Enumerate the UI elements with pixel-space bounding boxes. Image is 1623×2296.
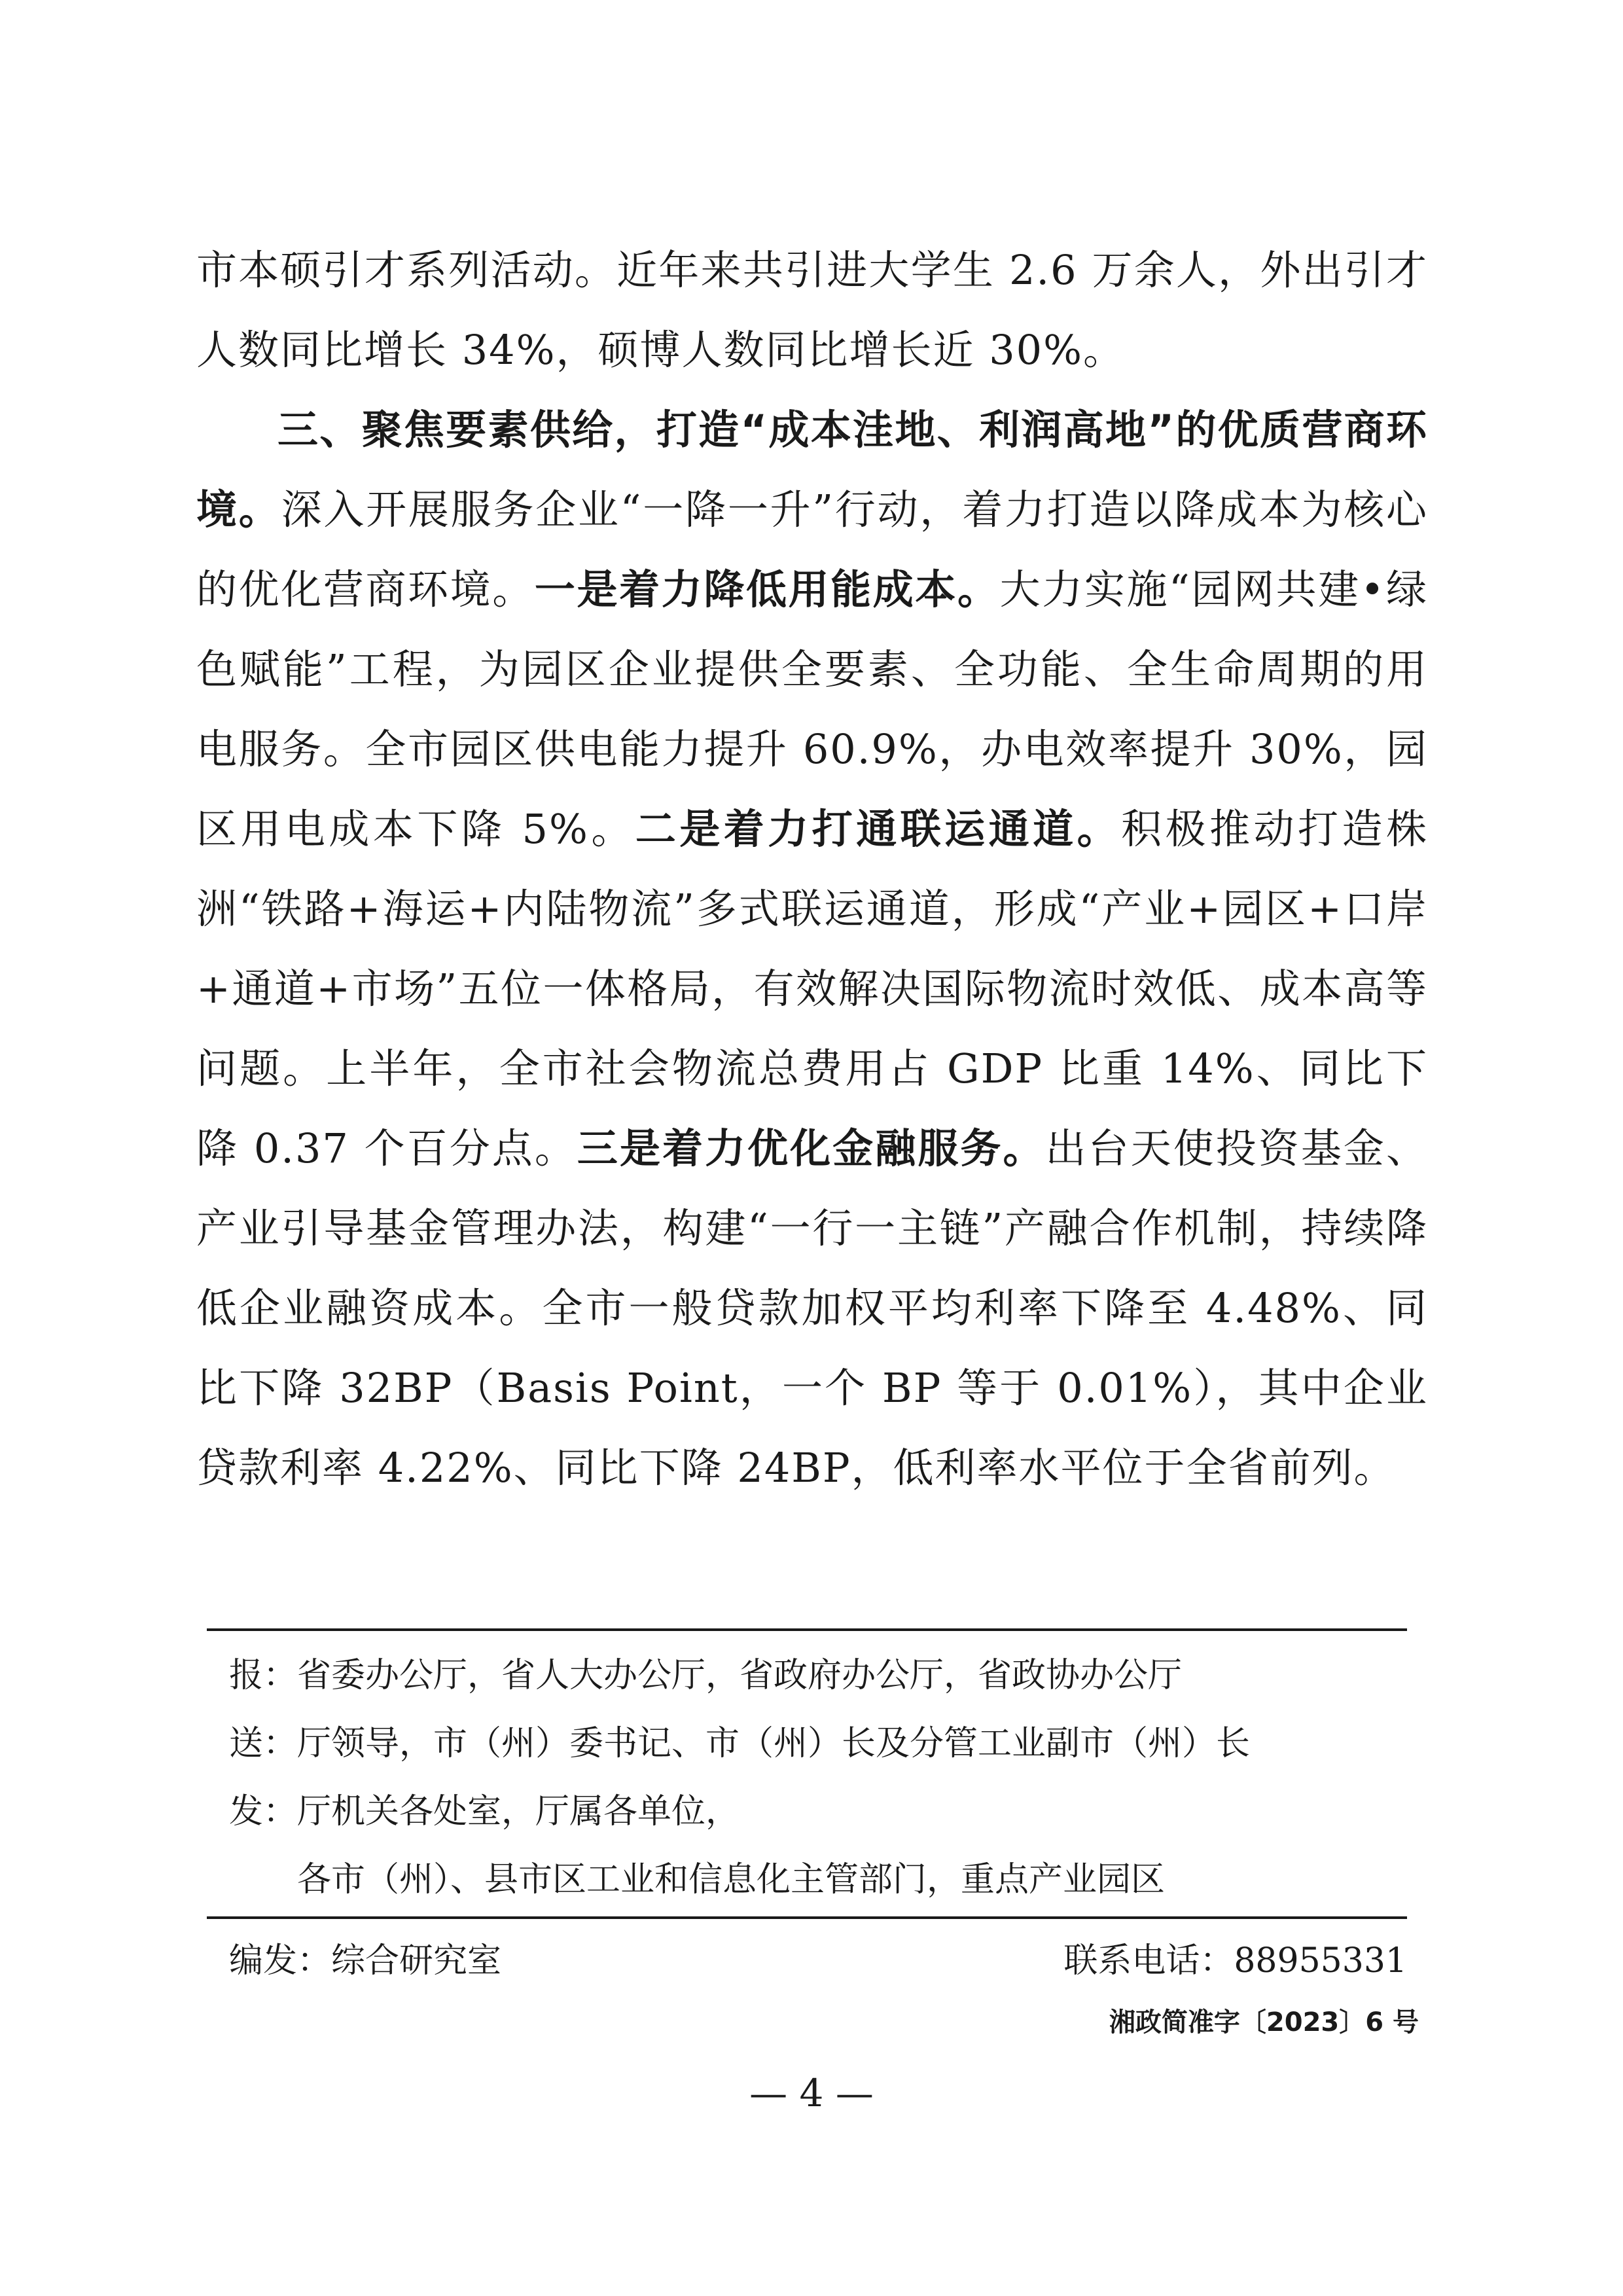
point-two-heading: 二是着力打通联运通道。 xyxy=(635,805,1122,853)
bottom-divider xyxy=(207,1916,1407,1919)
point-three-heading: 三是着力优化金融服务。 xyxy=(577,1124,1046,1172)
editor-label: 编发：综合研究室 xyxy=(229,1941,502,1981)
paragraph-talent: 市本硕引才系列活动。近年来共引进大学生 2.6 万余人，外出引才人数同比增长 34%，硕博人数同比增长近 30%。 xyxy=(196,246,1428,374)
distribution-bao: 报： 省委办公厅，省人大办公厅，省政府办公厅，省政协办公厅 xyxy=(229,1656,1183,1695)
body-text xyxy=(196,230,1428,1508)
distribution-fa: 发： 厅机关各处室，厅属各单位， xyxy=(229,1792,740,1831)
contact-phone: 联系电话：88955331 xyxy=(1063,1941,1407,1981)
distribution-list xyxy=(229,1641,1407,1914)
paragraph-business-environment: 三、聚焦要素供给，打造“成本洼地、利润高地”的优质营商环境。深入开展服务企业“一降一升”行动，着力打造以降成本为核心的优化营商环境。一是着力降低用能成本。大力实施“园网共建•绿色赋能”工程，为园区企业提供全要素、全功能、全生命周期的用电服务。全市园区供电能力提升 60.9%，办电效率提升 30%，园区用电成本下降 5%。二是着力打通联运通道。积极推动打造株洲“铁路+海运+内陆物流”多式联运通道，形成“产业+园区+口岸+通道+市场”五位一体格局，有效解决国际物流时效低、成本高等问题。上半年，全市社会物流总费用占 GDP 比重 14%、同比下降 0.37 个百分点。三是着力优化金融服务。出台天使投资基金、产业引导基金管理办法，构建“一行一主链”产融合作机制，持续降低企业融资成本。全市一般贷款加权平均利率下降至 4.48%、同比下降 32BP（Basis Point，一个 BP 等于 0.01%），其中企业贷款利率 4.22%、同比下降 24BP，低利率水平位于全省前列。 xyxy=(196,406,1428,1492)
page-number: — 4 — xyxy=(749,2071,874,2115)
top-divider xyxy=(207,1628,1407,1631)
section-heading: 三、聚焦要素供给，打造“成本洼地、利润高地”的优质营商环境。 xyxy=(196,406,1428,533)
distribution-song: 送： 厅领导，市（州）委书记、市（州）长及分管工业副市（州）长 xyxy=(229,1724,1251,1763)
footer-row xyxy=(229,1927,1407,1995)
document-number: 湘政简准字〔2023〕6 号 xyxy=(1109,2007,1419,2037)
point-one-heading: 一是着力降低用能成本。 xyxy=(534,565,1000,613)
distribution-fa-continued: 各市（州）、县市区工业和信息化主管部门，重点产业园区 xyxy=(297,1860,1166,1899)
